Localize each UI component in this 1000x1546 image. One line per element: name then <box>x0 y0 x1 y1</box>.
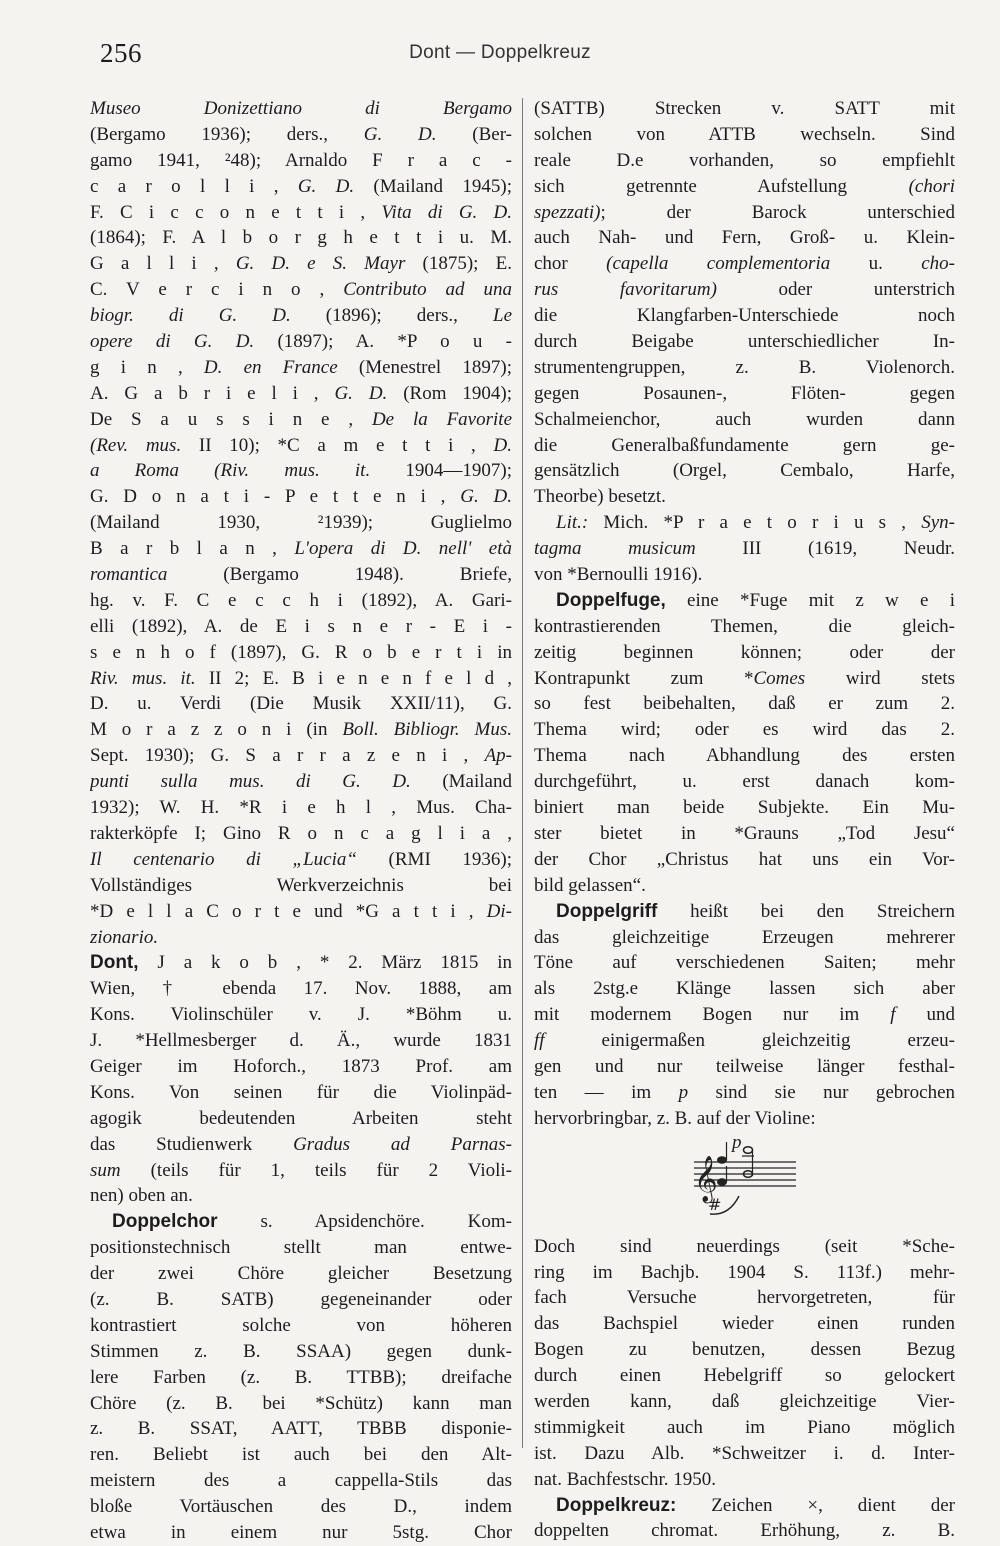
left-column <box>90 96 512 1546</box>
treble-clef-icon: 𝄞 <box>694 1155 718 1202</box>
text-line: zionario. <box>90 926 159 948</box>
text-line: Doppelgriff heißt bei den Streichern <box>556 900 955 922</box>
text-line: romantica (Bergamo 1948). Briefe, <box>90 564 512 586</box>
text-line: c a r o l l i , G. D. (Mailand 1945); <box>90 175 512 197</box>
text-line: nen) oben an. <box>90 1185 193 1207</box>
text-line: C. V e r c i n o , Contributo ad una <box>90 279 512 301</box>
text-line: Lit.: Mich. *P r a e t o r i u s , Syn- <box>556 512 955 534</box>
text-line: sich getrennte Aufstellung (chori <box>534 175 955 197</box>
text-line: Museo Donizettiano di Bergamo <box>90 98 512 119</box>
text-line: opere di G. D. (1897); A. *P o u - <box>90 331 512 353</box>
column-rule <box>522 98 523 1448</box>
running-head: Dont — Doppelkreuz <box>409 42 591 63</box>
text-line: ren. Beliebt ist auch bei den Alt- <box>90 1444 512 1466</box>
text-line: ff einigermaßen gleichzeitig erzeu- <box>534 1030 955 1052</box>
text-line: doppelten chromat. Erhöhung, z. B. <box>534 1520 955 1542</box>
text-line: rakterköpfe I; Gino R o n c a g l i a , <box>90 822 512 844</box>
text-line: s e n h o f (1897), G. R o b e r t i in <box>90 641 512 663</box>
text-line: Doch sind neuerdings (seit *Sche- <box>534 1235 955 1257</box>
text-line: kontrastiert solche von höheren <box>90 1314 512 1336</box>
text-line: Thema nach Abhandlung des ersten <box>534 745 955 767</box>
text-line: (Mailand 1930, ²1939); Guglielmo <box>90 512 512 534</box>
text-line: gen und nur teilweise länger festhal- <box>534 1055 955 1077</box>
text-line: elli (1892), A. de E i s n e r - E i - <box>90 615 512 637</box>
text-line: a Roma (Riv. mus. it. 1904—1907); <box>90 460 512 482</box>
text-line: gensätzlich (Orgel, Cembalo, Harfe, <box>534 460 955 482</box>
text-line: (z. B. SATB) gegeneinander oder <box>90 1288 512 1310</box>
text-line: Kons. Von seinen für die Violinpäd- <box>90 1081 512 1103</box>
text-line: punti sulla mus. di G. D. (Mailand <box>90 771 512 793</box>
text-line: durchgeführt, u. erst danach kom- <box>534 771 955 793</box>
text-line: biniert man beide Subjekte. Ein Mu- <box>534 797 955 819</box>
text-line: ten — im p sind sie nur gebrochen <box>534 1081 955 1103</box>
text-line: Riv. mus. it. II 2; E. B i e n e n f e l d , <box>90 667 512 689</box>
text-line: G a l l i , G. D. e S. Mayr (1875); E. <box>90 253 512 275</box>
text-line: Dont, J a k o b , * 2. März 1815 in <box>90 952 512 974</box>
text-line: das Bachspiel wieder einen runden <box>534 1313 955 1335</box>
text-line: M o r a z z o n i (in Boll. Bibliogr. Mus. <box>90 719 512 741</box>
text-line: Kons. Violinschüler v. J. *Böhm u. <box>90 1004 512 1026</box>
text-line: (Bergamo 1936); ders., G. D. (Ber- <box>90 123 512 145</box>
text-line: gamo 1941, ²48); Arnaldo F r a c - <box>90 149 512 171</box>
text-line: z. B. SSAT, AATT, TBBB disponie- <box>90 1418 512 1440</box>
text-line: biogr. di G. D. (1896); ders., Le <box>90 305 512 327</box>
text-line: G. D o n a t i - P e t t e n i , G. D. <box>90 486 512 508</box>
text-line: bloße Vortäuschen des D., indem <box>90 1496 512 1518</box>
text-line: positionstechnisch stellt man entwe- <box>90 1237 512 1259</box>
text-line: durch einen Hebelgriff so gelockert <box>534 1365 955 1387</box>
text-line: rus favoritarum) oder unterstrich <box>534 279 955 301</box>
text-line: werden kann, daß gleichzeitige Vier- <box>534 1390 955 1412</box>
text-line: Doppelkreuz: Zeichen ×, dient der <box>556 1494 955 1516</box>
text-line: die Generalbaßfundamente gern ge- <box>534 434 955 456</box>
text-line: F. C i c c o n e t t i , Vita di G. D. <box>90 201 512 223</box>
text-line: ring im Bachjb. 1904 S. 113f.) mehr- <box>534 1261 955 1283</box>
text-line: (1864); F. A l b o r g h e t t i u. M. <box>90 227 512 249</box>
text-line: (Rev. mus. II 10); *C a m e t t i , D. <box>90 434 512 456</box>
text-line: Sept. 1930); G. S a r r a z e n i , Ap- <box>90 745 512 767</box>
text-line: strumentengruppen, z. B. Violenorch. <box>534 356 955 378</box>
text-line: Schalmeienchor, auch wurden dann <box>534 408 955 430</box>
text-line: Töne auf verschiedenen Saiten; mehr <box>534 952 955 974</box>
text-line: De S a u s s i n e , De la Favorite <box>90 408 512 430</box>
svg-text:#: # <box>708 1194 722 1214</box>
text-line: ster bietet in *Grauns „Tod Jesu“ <box>534 822 955 844</box>
text-line: solchen von ATTB wechseln. Sind <box>534 123 955 145</box>
text-line: der zwei Chöre gleicher Besetzung <box>90 1263 512 1285</box>
text-line: die Klangfarben-Unterschiede noch <box>534 305 955 327</box>
text-line: J. *Hellmesberger d. Ä., wurde 1831 <box>90 1030 512 1052</box>
text-line: Geiger im Hoforch., 1873 Prof. am <box>90 1055 512 1077</box>
text-line: (SATTB) Strecken v. SATT mit <box>534 98 955 119</box>
text-line: das Studienwerk Gradus ad Parnas- <box>90 1133 512 1155</box>
text-line: spezzati); der Barock unterschied <box>534 201 955 223</box>
text-line: Theorbe) besetzt. <box>534 486 666 508</box>
text-line: reale D.e vorhanden, so empfiehlt <box>534 149 955 171</box>
text-line: stimmigkeit auch im Piano möglich <box>534 1416 955 1438</box>
text-line: lere Farben (z. B. TTBB); dreifache <box>90 1366 512 1388</box>
text-line: von *Bernoulli 1916). <box>534 564 703 586</box>
text-line: 1932); W. H. *R i e h l , Mus. Cha- <box>90 797 512 819</box>
text-line: durch Beigabe unterschiedlicher In- <box>534 331 955 353</box>
text-line: hervorbringbar, z. B. auf der Violine: <box>534 1107 816 1129</box>
text-line: kontrastierenden Themen, die gleich- <box>534 615 955 637</box>
page-number: 256 <box>100 38 142 68</box>
text-line: der Chor „Christus hat uns ein Vor- <box>534 848 955 870</box>
text-line: auch Nah- und Fern, Groß- u. Klein- <box>534 227 955 249</box>
text-line: A. G a b r i e l i , G. D. (Rom 1904); <box>90 382 512 404</box>
text-line: Chöre (z. B. bei *Schütz) kann man <box>90 1392 512 1414</box>
text-line: Stimmen z. B. SSAA) gegen dunk- <box>90 1340 512 1362</box>
text-line: Doppelfuge, eine *Fuge mit z w e i <box>556 589 955 611</box>
text-line: gegen Posaunen-, Flöten- gegen <box>534 382 955 404</box>
text-line: tagma musicum III (1619, Neudr. <box>534 538 955 560</box>
text-line: Thema wird; oder es wird das 2. <box>534 719 955 741</box>
text-line: ist. Dazu Alb. *Schweitzer i. d. Inter- <box>534 1442 955 1464</box>
text-line: hg. v. F. C e c c h i (1892), A. Gari- <box>90 589 512 611</box>
text-line: meistern des a cappella-Stils das <box>90 1470 512 1492</box>
text-line: Doppelchor s. Apsidenchöre. Kom- <box>112 1211 512 1233</box>
text-line: Wien, † ebenda 17. Nov. 1888, am <box>90 978 512 1000</box>
text-line: etwa in einem nur 5stg. Chor <box>90 1521 512 1543</box>
text-line: Il centenario di „Lucia“ (RMI 1936); <box>90 848 512 870</box>
music-example <box>534 1136 955 1232</box>
text-line: Kontrapunkt zum *Comes wird stets <box>534 667 955 689</box>
text-line: Bogen zu benutzen, dessen Bezug <box>534 1339 955 1361</box>
text-line: Vollständiges Werkverzeichnis bei <box>90 874 512 896</box>
text-line: das gleichzeitige Erzeugen mehrerer <box>534 926 955 948</box>
text-line: zeitig beginnen können; oder der <box>534 641 955 663</box>
text-line: g i n , D. en France (Menestrel 1897); <box>90 356 512 378</box>
text-line: so fest beibehalten, daß er zum 2. <box>534 693 955 715</box>
text-line: mit modernem Bogen nur im f und <box>534 1004 955 1026</box>
text-line: bild gelassen“. <box>534 874 646 896</box>
text-line: fach Versuche hervorgetreten, für <box>534 1287 955 1309</box>
text-line: *D e l l a C o r t e und *G a t t i , Di- <box>90 900 512 922</box>
text-line: chor (capella complementoria u. cho- <box>534 253 955 275</box>
text-line: B a r b l a n , L'opera di D. nell' età <box>90 538 512 560</box>
text-line: agogik bedeutenden Arbeiten steht <box>90 1107 512 1129</box>
text-line: nat. Bachfestschr. 1950. <box>534 1468 717 1490</box>
right-column <box>534 96 955 1544</box>
dynamic-mark: p <box>732 1135 742 1153</box>
text-line: D. u. Verdi (Die Musik XXII/11), G. <box>90 693 512 715</box>
text-line: als 2stg.e Klänge lassen sich aber <box>534 978 955 1000</box>
text-line: sum (teils für 1, teils für 2 Violi- <box>90 1159 512 1181</box>
